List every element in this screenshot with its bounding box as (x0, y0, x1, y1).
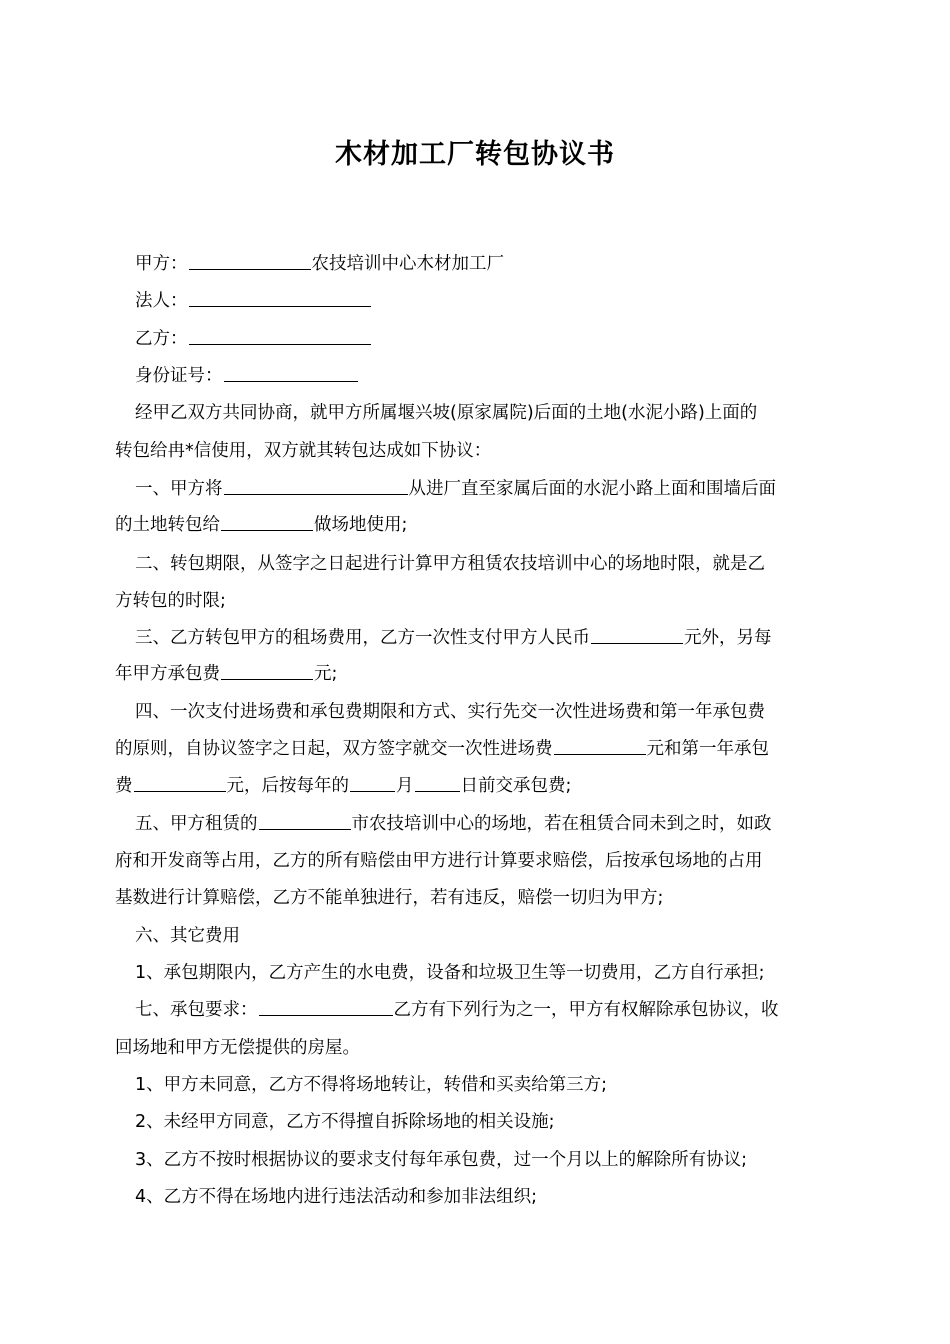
blank-field (221, 513, 313, 531)
clause-text: 做场地使用; (314, 515, 408, 535)
clause-text: 七、承包要求： (135, 1000, 258, 1020)
clause-text: 元，后按每年的 (226, 776, 349, 796)
party-b-line (135, 327, 860, 351)
clause-text: 乙方有下列行为之一，甲方有权解除承包协议，收 (393, 1000, 779, 1020)
blank-field (189, 289, 371, 307)
blank-field (350, 774, 395, 792)
party-a-name: 农技培训中心木材加工厂 (311, 254, 504, 274)
clause-text: 元; (314, 664, 338, 684)
clause-text: 一、甲方将 (135, 479, 223, 499)
clause-5-line-2: 府和开发商等占用，乙方的所有赔偿由甲方进行计算要求赔偿，后按承包场地的占用 (115, 851, 763, 871)
blank-field (415, 774, 460, 792)
clause-6-item-1: 1、承包期限内，乙方产生的水电费，设备和垃圾卫生等一切费用，乙方自行承担; (135, 963, 765, 983)
blank-field (189, 327, 371, 345)
clause-6-heading: 六、其它费用 (135, 926, 240, 946)
clause-7-line-1 (135, 998, 860, 1022)
clause-7-line-2: 回场地和甲方无偿提供的房屋。 (115, 1038, 360, 1058)
clause-2-line-1: 二、转包期限，从签字之日起进行计算甲方租赁农技培训中心的场地时限，就是乙 (135, 554, 765, 574)
clause-5-line-1 (135, 812, 860, 836)
blank-field (554, 737, 646, 755)
clause-text: 年甲方承包费 (115, 664, 220, 684)
clause-text: 三、乙方转包甲方的租场费用，乙方一次性支付甲方人民币 (135, 628, 590, 648)
requirement-item: 2、未经甲方同意，乙方不得擅自拆除场地的相关设施; (135, 1112, 555, 1132)
blank-field (224, 477, 408, 495)
blank-field (189, 252, 311, 270)
clause-text: 五、甲方租赁的 (135, 814, 258, 834)
clause-text: 元外，另每 (684, 628, 772, 648)
legal-person-label: 法人： (135, 291, 188, 311)
clause-text: 从进厂直至家属后面的水泥小路上面和围墙后面 (408, 479, 776, 499)
requirement-item: 4、乙方不得在场地内进行违法活动和参加非法组织; (135, 1187, 538, 1207)
blank-field (259, 998, 393, 1016)
requirement-item: 1、甲方未同意，乙方不得将场地转让，转借和买卖给第三方; (135, 1075, 608, 1095)
clause-text: 的土地转包给 (115, 515, 220, 535)
clause-5-line-3: 基数进行计算赔偿，乙方不能单独进行，若有违反，赔偿一切归为甲方; (115, 888, 664, 908)
clause-text: 费 (115, 776, 133, 796)
document-title: 木材加工厂转包协议书 (335, 139, 615, 170)
legal-person-line (135, 289, 860, 313)
clause-1-line-2 (115, 513, 840, 537)
clause-text: 市农技培训中心的场地，若在租赁合同未到之时，如政 (351, 814, 772, 834)
intro-line-1: 经甲乙双方共同协商，就甲方所属堰兴坡(原家属院)后面的土地(水泥小路)上面的 (135, 403, 758, 423)
id-number-label: 身份证号： (135, 366, 223, 386)
id-number-line (135, 364, 860, 388)
clause-3-line-2 (115, 662, 840, 686)
clause-text: 的原则，自协议签字之日起，双方签字就交一次性进场费 (115, 739, 553, 759)
clause-text: 月 (396, 776, 414, 796)
requirement-item: 3、乙方不按时根据协议的要求支付每年承包费，过一个月以上的解除所有协议; (135, 1150, 748, 1170)
party-b-label: 乙方： (135, 329, 188, 349)
blank-field (259, 812, 351, 830)
clause-4-line-3 (115, 774, 840, 798)
clause-1-line-1 (135, 477, 860, 501)
clause-text: 日前交承包费; (460, 776, 572, 796)
clause-2-line-2: 方转包的时限; (115, 591, 226, 611)
clause-4-line-2 (115, 737, 840, 761)
clause-3-line-1 (135, 626, 860, 650)
blank-field (134, 774, 226, 792)
party-a-label: 甲方： (135, 254, 188, 274)
blank-field (221, 662, 313, 680)
clause-text: 元和第一年承包 (646, 739, 769, 759)
clause-4-line-1: 四、一次支付进场费和承包费期限和方式、实行先交一次性进场费和第一年承包费 (135, 702, 765, 722)
blank-field (591, 626, 683, 644)
intro-line-2: 转包给冉*信使用，双方就其转包达成如下协议： (115, 441, 492, 461)
party-a-line (135, 252, 860, 276)
blank-field (224, 364, 358, 382)
